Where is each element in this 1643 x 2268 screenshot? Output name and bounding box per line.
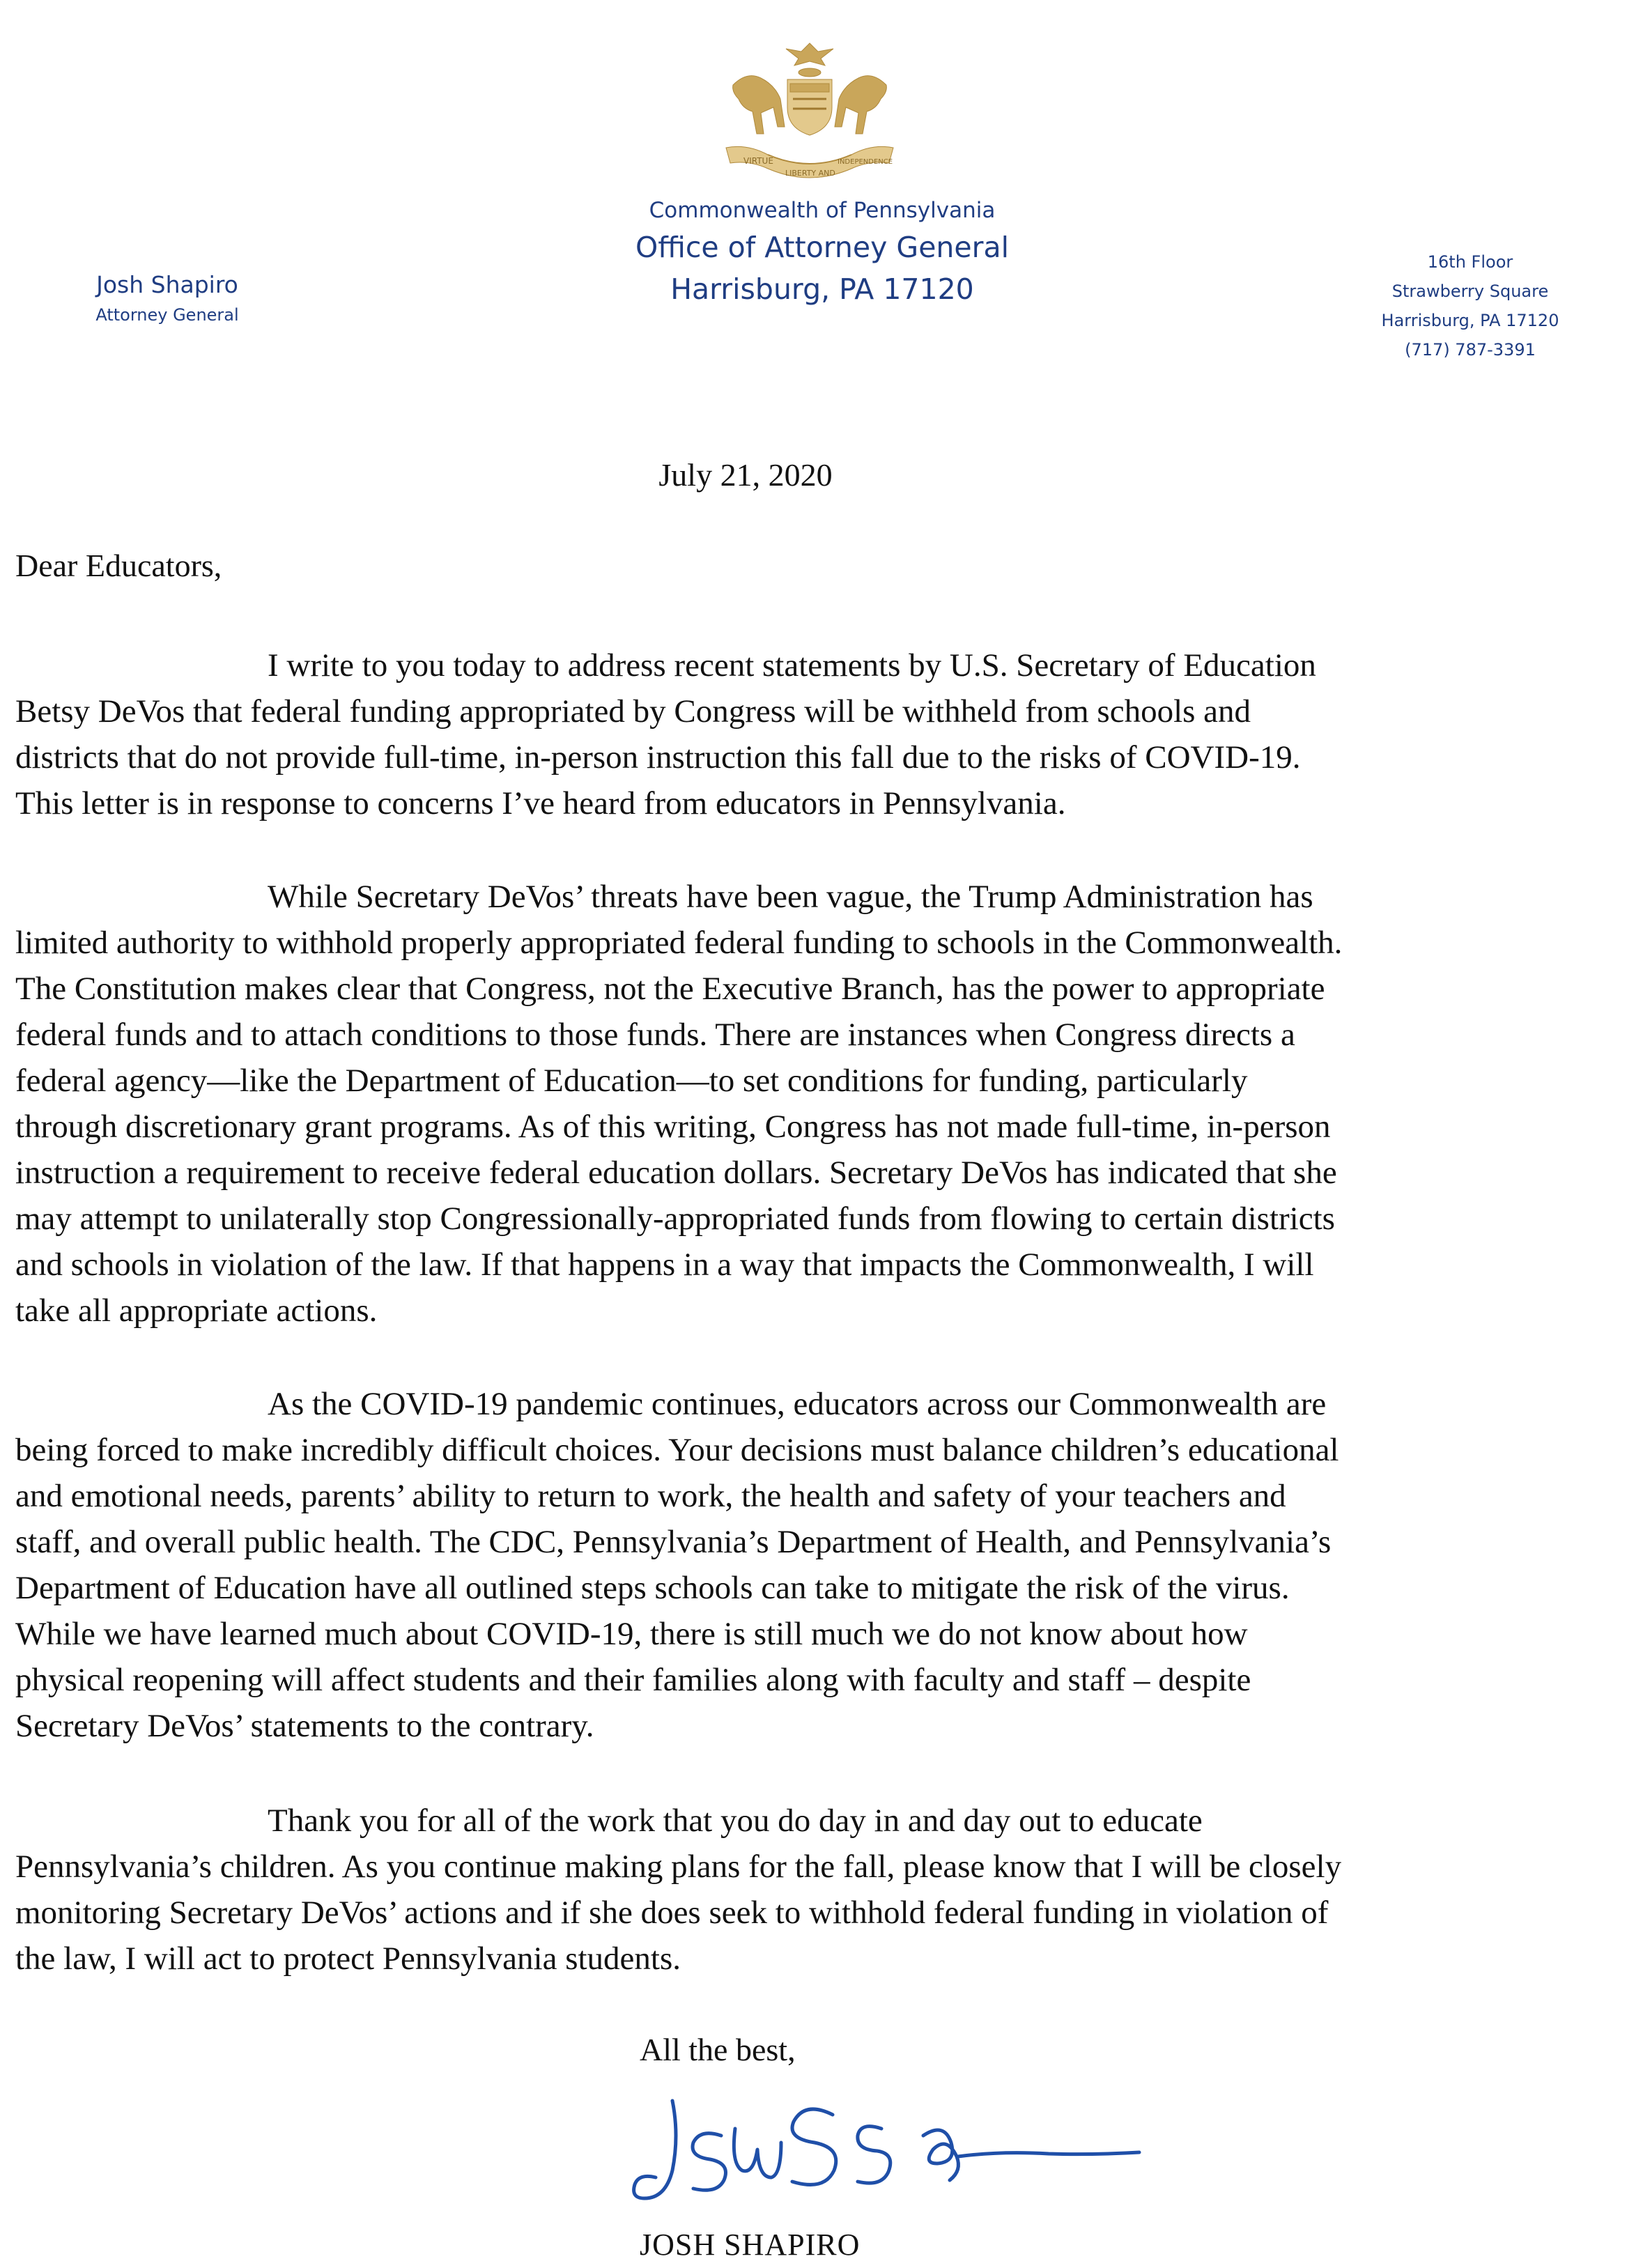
- paragraph-line: Betsy DeVos that federal funding appropriated by Congress will be withheld from schools and: [15, 693, 1251, 730]
- letterhead-official: [63, 268, 272, 328]
- paragraph-line: and schools in violation of the law. If that happens in a way that impacts the Commonwealth, I will: [15, 1247, 1314, 1283]
- paragraph-line: take all appropriate actions.: [15, 1293, 378, 1329]
- paragraph-line: instruction a requirement to receive federal education dollars. Secretary DeVos has indicated that she: [15, 1155, 1337, 1191]
- paragraph-line: federal funds and to attach conditions to those funds. There are instances when Congress directs a: [15, 1017, 1295, 1053]
- official-title: Attorney General: [95, 305, 239, 325]
- paragraph-line: and emotional needs, parents’ ability to return to work, the health and safety of your teachers and: [15, 1478, 1286, 1514]
- pennsylvania-seal-icon: [705, 36, 914, 190]
- paragraph-line: While we have learned much about COVID-19, there is still much we do not know about how: [15, 1616, 1248, 1652]
- paragraph-line: limited authority to withhold properly appropriated federal funding to schools in the Commonwealth.: [15, 925, 1343, 961]
- paragraph-line: federal agency—like the Department of Education—to set conditions for funding, particularly: [15, 1063, 1248, 1099]
- paragraph-line: being forced to make incredibly difficult choices. Your decisions must balance children’s educational: [15, 1432, 1339, 1468]
- paragraph-line: While Secretary DeVos’ threats have been vague, the Trump Administration has: [268, 879, 1313, 915]
- paragraph-line: Department of Education have all outlined steps schools can take to mitigate the risk of the virus.: [15, 1570, 1290, 1606]
- paragraph-2: [15, 874, 1632, 1334]
- official-name: Josh Shapiro: [96, 271, 238, 298]
- paragraph-1: [15, 642, 1632, 826]
- paragraph-line: districts that do not provide full-time, in-person instruction this fall due to the risks of COVID-19.: [15, 739, 1301, 776]
- seal-motto-center: LIBERTY AND: [785, 169, 835, 178]
- address-line: 16th Floor: [1427, 252, 1513, 272]
- seal-motto-right: INDEPENDENCE: [838, 158, 893, 166]
- paragraph-line: the law, I will act to protect Pennsylvania students.: [15, 1941, 681, 1977]
- paragraph-line: through discretionary grant programs. As of this writing, Congress has not made full-time, in-person: [15, 1109, 1331, 1145]
- letterhead-commonwealth: Commonwealth of Pennsylvania: [649, 198, 996, 223]
- paragraph-line: Thank you for all of the work that you do day in and day out to educate: [268, 1803, 1203, 1839]
- paragraph-line: physical reopening will affect students and their families along with faculty and staff – despite: [15, 1662, 1251, 1698]
- address-line: Strawberry Square: [1391, 281, 1549, 301]
- paragraph-line: This letter is in response to concerns I’ve heard from educators in Pennsylvania.: [15, 785, 1066, 821]
- signature-icon: [631, 2087, 1160, 2219]
- paragraph-line: I write to you today to address recent statements by U.S. Secretary of Education: [268, 647, 1316, 684]
- address-phone: (717) 787-3391: [1405, 340, 1536, 360]
- paragraph-line: Secretary DeVos’ statements to the contrary.: [15, 1708, 594, 1744]
- salutation: Dear Educators,: [15, 548, 222, 583]
- closing: All the best,: [640, 2032, 796, 2067]
- letterhead-address: [1352, 247, 1589, 364]
- paragraph-3: [15, 1381, 1632, 1749]
- letter-date: July 21, 2020: [658, 457, 833, 493]
- paragraph-line: Pennsylvania’s children. As you continue making plans for the fall, please know that I will be closely: [15, 1849, 1342, 1885]
- letterhead-office-block: [530, 195, 1115, 309]
- paragraph-line: monitoring Secretary DeVos’ actions and if she does seek to withhold federal funding in violation of: [15, 1895, 1329, 1931]
- letterhead-office-name: Office of Attorney General: [635, 231, 1010, 264]
- paragraph-line: may attempt to unilaterally stop Congressionally-appropriated funds from flowing to certain districts: [15, 1201, 1335, 1237]
- signer-name: JOSH SHAPIRO: [640, 2228, 861, 2262]
- paragraph-4: [15, 1798, 1632, 1982]
- seal-motto-left: VIRTUE: [743, 156, 773, 166]
- address-line: Harrisburg, PA 17120: [1381, 311, 1559, 330]
- letterhead-city: Harrisburg, PA 17120: [670, 272, 974, 306]
- paragraph-line: staff, and overall public health. The CDC, Pennsylvania’s Department of Health, and Pennsylvania’s: [15, 1524, 1332, 1560]
- paragraph-line: The Constitution makes clear that Congress, not the Executive Branch, has the power to appropriate: [15, 971, 1325, 1007]
- paragraph-line: As the COVID-19 pandemic continues, educators across our Commonwealth are: [268, 1386, 1327, 1422]
